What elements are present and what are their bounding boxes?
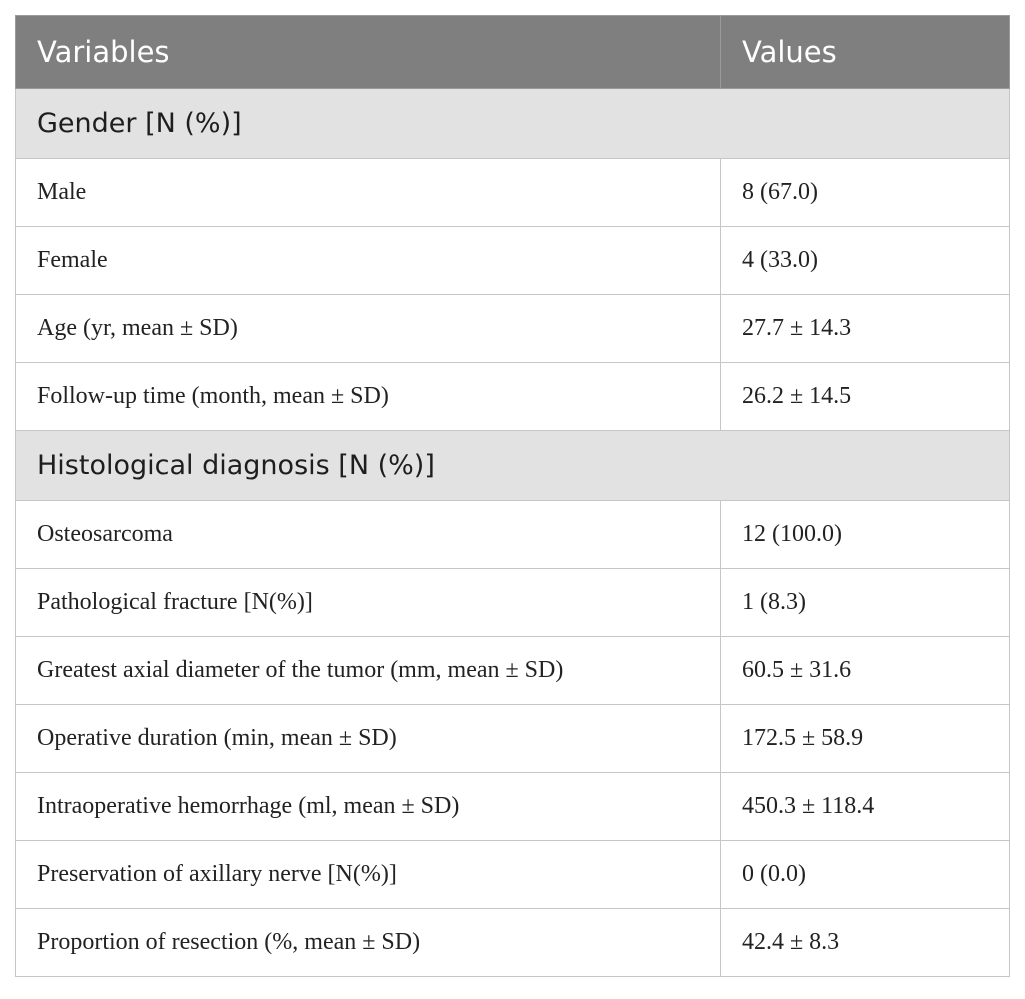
table-header-row (16, 16, 1010, 89)
column-header-values: Values (721, 16, 1010, 89)
table-row (16, 773, 1010, 841)
variable-cell: Female (16, 227, 721, 295)
value-cell: 27.7 ± 14.3 (721, 295, 1010, 363)
section-header-gender (16, 89, 1010, 159)
value-cell: 42.4 ± 8.3 (721, 909, 1010, 977)
section-title: Gender [N (%)] (16, 89, 1010, 159)
variable-cell: Male (16, 159, 721, 227)
table-row (16, 227, 1010, 295)
table-row (16, 637, 1010, 705)
table-row (16, 909, 1010, 977)
variable-cell: Follow-up time (month, mean ± SD) (16, 363, 721, 431)
value-cell: 450.3 ± 118.4 (721, 773, 1010, 841)
table-row (16, 295, 1010, 363)
value-cell: 172.5 ± 58.9 (721, 705, 1010, 773)
value-cell: 26.2 ± 14.5 (721, 363, 1010, 431)
variable-cell: Proportion of resection (%, mean ± SD) (16, 909, 721, 977)
section-header-histological-diagnosis (16, 431, 1010, 501)
variable-cell: Age (yr, mean ± SD) (16, 295, 721, 363)
value-cell: 8 (67.0) (721, 159, 1010, 227)
variable-cell: Intraoperative hemorrhage (ml, mean ± SD) (16, 773, 721, 841)
value-cell: 0 (0.0) (721, 841, 1010, 909)
variable-cell: Operative duration (min, mean ± SD) (16, 705, 721, 773)
table-row (16, 501, 1010, 569)
variable-cell: Osteosarcoma (16, 501, 721, 569)
characteristics-table (15, 15, 1010, 977)
table-row (16, 841, 1010, 909)
table-row (16, 363, 1010, 431)
section-title: Histological diagnosis [N (%)] (16, 431, 1010, 501)
table-row (16, 705, 1010, 773)
variable-cell: Pathological fracture [N(%)] (16, 569, 721, 637)
variable-cell: Greatest axial diameter of the tumor (mm, mean ± SD) (16, 637, 721, 705)
table-row (16, 159, 1010, 227)
column-header-variables: Variables (16, 16, 721, 89)
value-cell: 60.5 ± 31.6 (721, 637, 1010, 705)
value-cell: 12 (100.0) (721, 501, 1010, 569)
table-row (16, 569, 1010, 637)
value-cell: 4 (33.0) (721, 227, 1010, 295)
variable-cell: Preservation of axillary nerve [N(%)] (16, 841, 721, 909)
value-cell: 1 (8.3) (721, 569, 1010, 637)
